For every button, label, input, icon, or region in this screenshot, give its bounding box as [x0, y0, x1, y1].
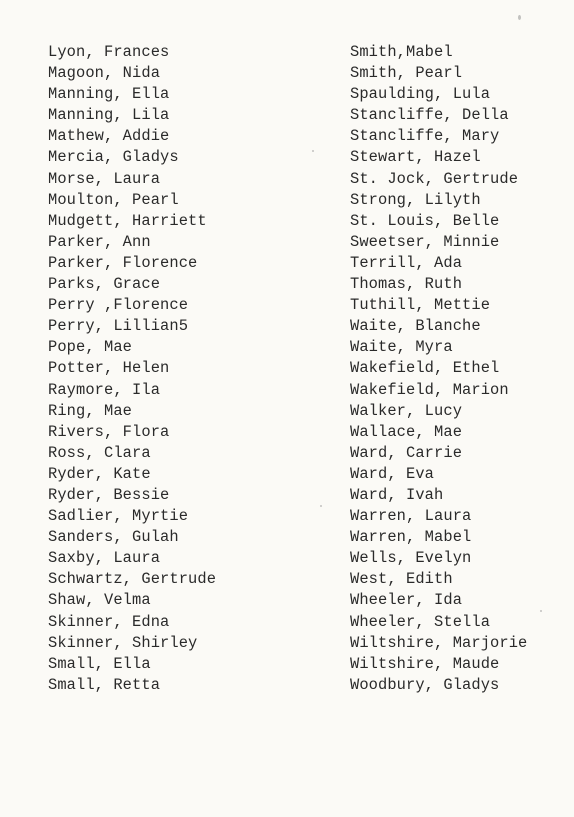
name-entry: Mudgett, Harriett [48, 211, 207, 230]
name-entry: Saxby, Laura [48, 549, 161, 568]
name-entry: Rivers, Flora [48, 422, 170, 441]
name-entry: West, Edith [350, 570, 453, 589]
name-entry: Warren, Mabel [350, 528, 472, 547]
name-entry: Mathew, Addie [48, 127, 170, 146]
name-entry: Spaulding, Lula [350, 85, 491, 104]
name-entry: Skinner, Shirley [48, 633, 198, 652]
name-entry: Smith, Pearl [350, 64, 463, 83]
name-entry: Wells, Evelyn [350, 549, 472, 568]
name-entry: Small, Ella [48, 654, 151, 673]
name-entry: Potter, Helen [48, 359, 170, 378]
ink-speck [312, 150, 314, 152]
name-entry: Parker, Ann [48, 232, 151, 251]
name-entry: Waite, Myra [350, 338, 453, 357]
name-entry: Pope, Mae [48, 338, 133, 357]
name-entry: Parker, Florence [48, 253, 198, 272]
name-entry: Perry ,Florence [48, 296, 189, 315]
name-entry: Ryder, Kate [48, 464, 151, 483]
name-entry: Perry, Lillian5 [48, 317, 189, 336]
ink-speck [518, 15, 521, 20]
name-entry: Manning, Lila [48, 106, 170, 125]
name-entry: Mercia, Gladys [48, 148, 179, 167]
name-entry: Magoon, Nida [48, 64, 161, 83]
name-entry: Wakefield, Ethel [350, 359, 500, 378]
name-entry: Sweetser, Minnie [350, 232, 500, 251]
name-entry: Schwartz, Gertrude [48, 570, 217, 589]
name-entry: Lyon, Frances [48, 43, 170, 61]
name-entry: Moulton, Pearl [48, 190, 179, 209]
name-entry: Skinner, Edna [48, 612, 170, 631]
name-entry: Ross, Clara [48, 443, 151, 462]
name-entry: Morse, Laura [48, 169, 161, 188]
name-entry: Shaw, Velma [48, 591, 151, 610]
name-entry: Parks, Grace [48, 275, 161, 294]
name-entry: Manning, Ella [48, 85, 170, 104]
name-list-right [350, 42, 570, 696]
name-entry: Tuthill, Mettie [350, 296, 491, 315]
name-entry: Small, Retta [48, 675, 161, 694]
ink-speck [320, 505, 322, 507]
name-entry: Ward, Carrie [350, 443, 463, 462]
name-entry: Stewart, Hazel [350, 148, 481, 167]
name-list-left [48, 42, 298, 696]
name-entry: St. Louis, Belle [350, 211, 500, 230]
name-entry: Waite, Blanche [350, 317, 481, 336]
name-entry: Wiltshire, Maude [350, 654, 500, 673]
name-entry: Ward, Ivah [350, 485, 444, 504]
name-entry: Warren, Laura [350, 507, 472, 526]
name-entry: Wakefield, Marion [350, 380, 509, 399]
name-entry: Ward, Eva [350, 464, 435, 483]
name-entry: Woodbury, Gladys [350, 675, 500, 694]
name-entry: Raymore, Ila [48, 380, 161, 399]
name-entry: Sadlier, Myrtie [48, 507, 189, 526]
name-entry: Thomas, Ruth [350, 275, 463, 294]
name-entry: Wiltshire, Marjorie [350, 633, 528, 652]
name-entry: Wheeler, Ida [350, 591, 463, 610]
name-entry: Ryder, Bessie [48, 485, 170, 504]
name-entry: St. Jock, Gertrude [350, 169, 519, 188]
name-entry: Sanders, Gulah [48, 528, 179, 547]
name-entry: Stancliffe, Mary [350, 127, 500, 146]
name-entry: Walker, Lucy [350, 401, 463, 420]
name-entry: Wheeler, Stella [350, 612, 491, 631]
name-entry: Strong, Lilyth [350, 190, 481, 209]
name-entry: Wallace, Mae [350, 422, 463, 441]
name-entry: Ring, Mae [48, 401, 133, 420]
name-entry: Stancliffe, Della [350, 106, 509, 125]
name-entry: Terrill, Ada [350, 253, 463, 272]
name-entry: Smith,Mabel [350, 43, 453, 61]
